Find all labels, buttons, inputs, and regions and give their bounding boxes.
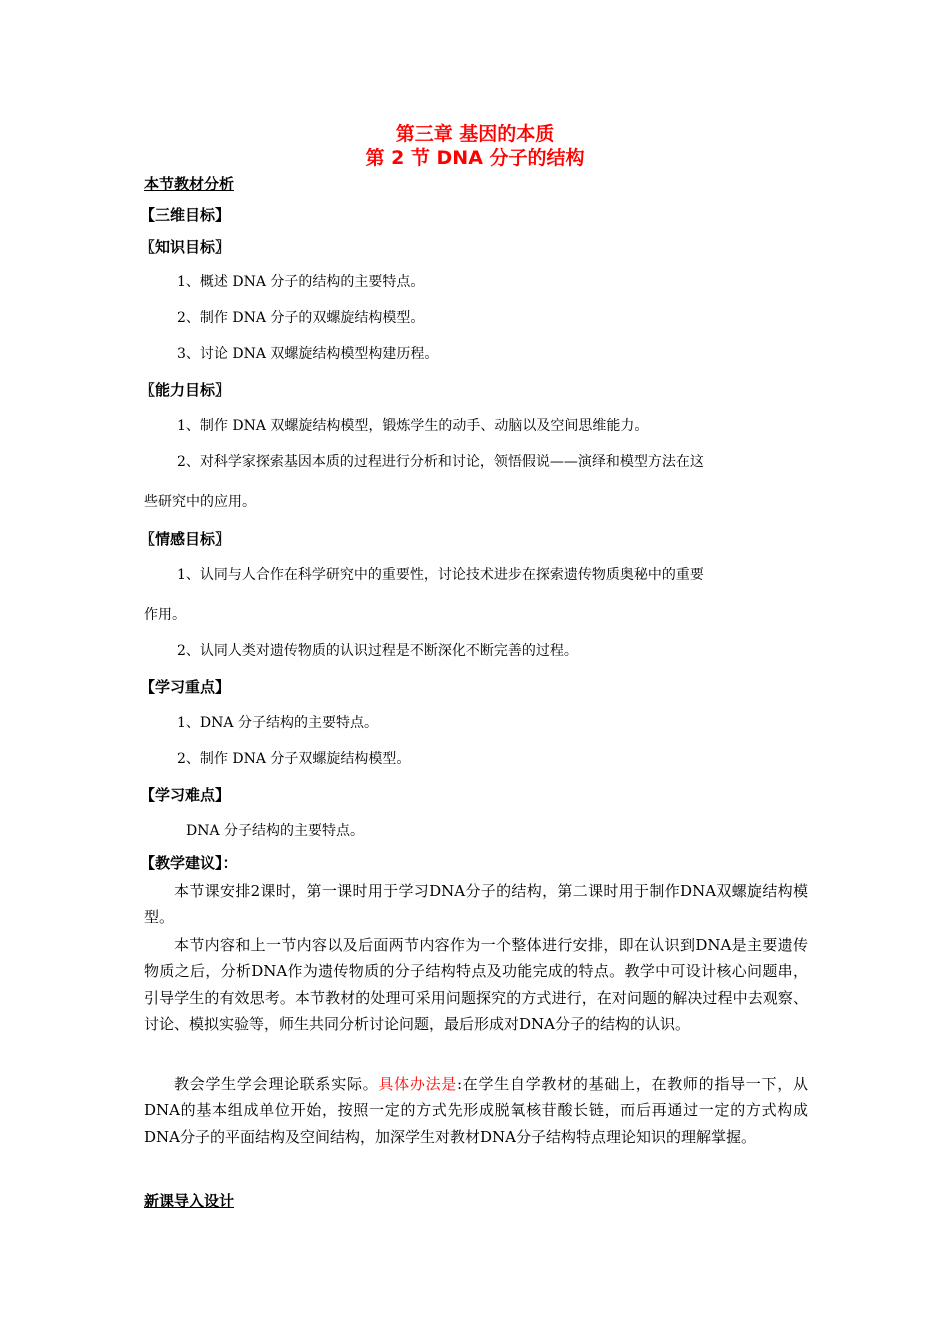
knowledge-heading: 〖知识目标〗 <box>140 238 231 256</box>
emotion-item: 1、认同与人合作在科学研究中的重要性，讨论技术进步在探索遗传物质奥秘中的重要 <box>177 567 704 583</box>
difficulty-heading: 【学习难点】 <box>140 786 231 804</box>
emotion-item: 2、认同人类对遗传物质的认识过程是不断深化不断完善的过程。 <box>177 643 578 659</box>
section-title: 第 2 节 DNA 分子的结构 <box>365 147 585 169</box>
key-points-heading: 【学习重点】 <box>140 678 231 696</box>
knowledge-item: 1、概述 DNA 分子的结构的主要特点。 <box>177 274 425 290</box>
ability-item: 2、对科学家探索基因本质的过程进行分析和讨论，领悟假说——演绎和模型方法在这 <box>177 454 704 470</box>
knowledge-item: 2、制作 DNA 分子的双螺旋结构模型。 <box>177 310 425 326</box>
suggestion-paragraph-3 <box>144 1071 808 1150</box>
paragraph-3-start: 教会学生学会理论联系实际。 <box>174 1075 379 1093</box>
key-point-item: 2、制作 DNA 分子双螺旋结构模型。 <box>177 751 411 767</box>
ability-heading: 〖能力目标〗 <box>140 381 231 399</box>
difficulty-text: DNA 分子结构的主要特点。 <box>186 823 365 839</box>
emotion-heading: 〖情感目标〗 <box>140 530 231 548</box>
suggestion-paragraph-2: 本节内容和上一节内容以及后面两节内容作为一个整体进行安排，即在认识到DNA是主要遗传物质之后，分析DNA作为遗传物质的分子结构特点及功能完成的特点。教学中可设计核心问题串，引导学生的有效思考。本节教材的处理可采用问题探究的方式进行，在对问题的解决过程中去观察、讨论、模拟实验等，师生共同分析讨论问题，最后形成对DNA分子的结构的认识。 <box>144 936 808 1034</box>
suggestion-paragraph-1: 本节课安排2课时，第一课时用于学习DNA分子的结构，第二课时用于制作DNA双螺旋结构模型。 <box>144 882 808 927</box>
key-point-item: 1、DNA 分子结构的主要特点。 <box>177 715 378 731</box>
paragraph-3-rest: :在学生自学教材的基础上，在教师的指导一下，从DNA的基本组成单位开始，按照一定的方式先形成脱氧核苷酸长链，而后再通过一定的方式构成DNA分子的平面结构及空间结构，加深学生对教材DNA分子结构特点理论知识的理解掌握。 <box>144 1075 808 1146</box>
analysis-heading: 本节教材分析 <box>144 175 235 193</box>
ability-item-continuation: 些研究中的应用。 <box>144 494 256 510</box>
method-highlight: 具体办法是 <box>378 1075 458 1093</box>
suggestion-heading: 【教学建议】： <box>140 854 238 872</box>
intro-heading: 新课导入设计 <box>144 1192 235 1210</box>
knowledge-item: 3、讨论 DNA 双螺旋结构模型构建历程。 <box>177 346 439 362</box>
emotion-item-continuation: 作用。 <box>144 607 186 623</box>
goals-heading: 【三维目标】 <box>140 206 231 224</box>
chapter-title: 第三章 基因的本质 <box>395 123 555 145</box>
ability-item: 1、制作 DNA 双螺旋结构模型，锻炼学生的动手、动脑以及空间思维能力。 <box>177 418 649 434</box>
